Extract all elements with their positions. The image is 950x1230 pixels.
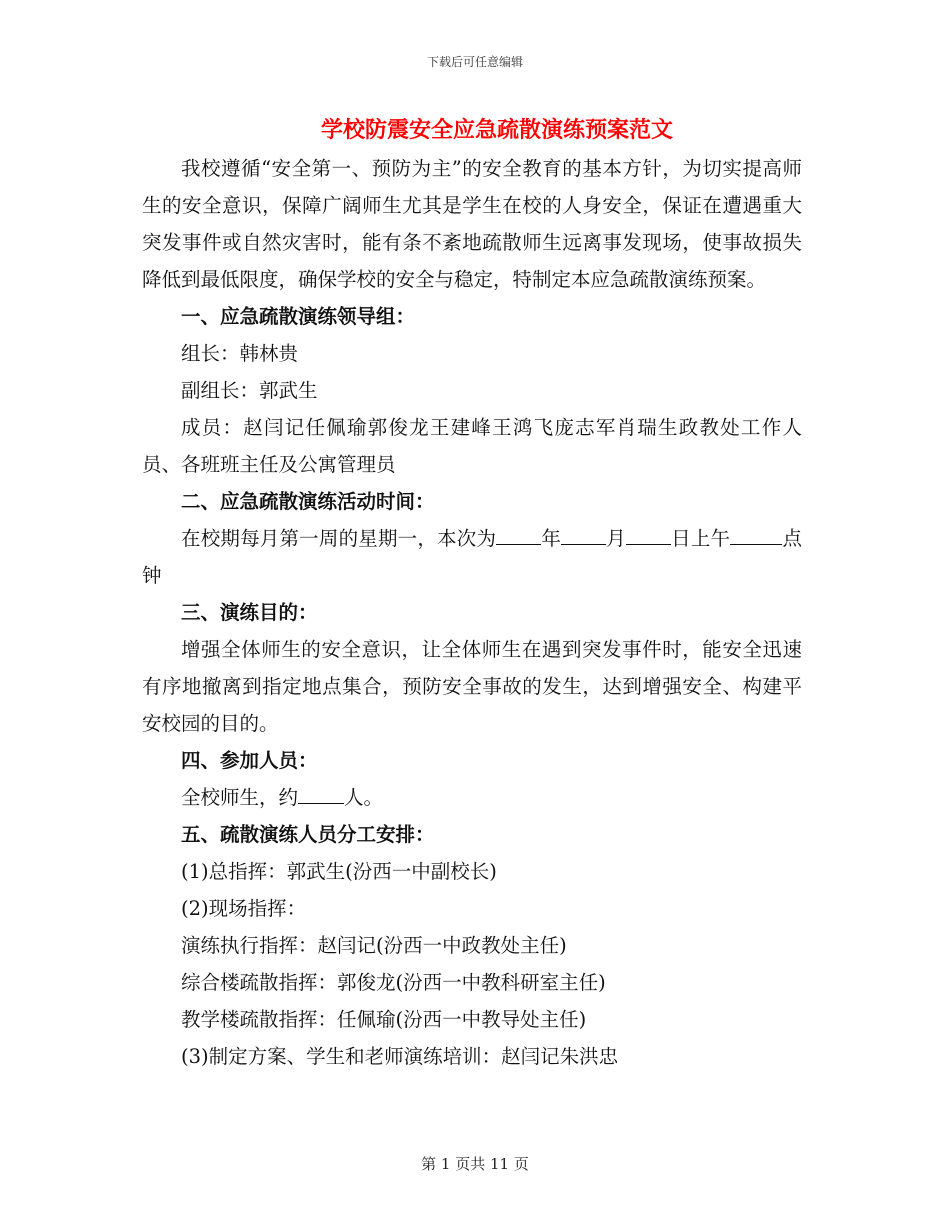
intro-paragraph: 我校遵循“安全第一、预防为主”的安全教育的基本方针，为切实提高师生的安全意识，保障广阔师生尤其是学生在校的人身安全，保证在遭遇重大突发事件或自然灾害时，能有条不紊地疏散师生远离事发现场，使事故损失降低到最低限度，确保学校的安全与稳定，特制定本应急疏散演练预案。 [142, 157, 802, 291]
page-indicator: 第 1 页共 11 页 [421, 1155, 529, 1173]
header-note: 下载后可任意编辑 [426, 55, 523, 69]
section1-heading: 一、应急疏散演练领导组： [181, 305, 416, 328]
time-text-c: 月 [606, 527, 626, 550]
list-item: (1)总指挥：郭武生(汾西一中副校长) [181, 860, 497, 883]
participants-text-b: 人。 [344, 786, 384, 809]
section5-heading: 五、疏散演练人员分工安排： [181, 823, 435, 846]
time-text-b: 年 [541, 527, 562, 550]
list-item: 演练执行指挥：赵闫记(汾西一中政教处主任) [181, 934, 567, 957]
section3-heading: 三、演练目的： [181, 601, 318, 624]
time-text-a: 在校期每月第一周的星期一，本次为 [181, 527, 497, 550]
day-blank [626, 525, 671, 546]
section4-heading: 四、参加人员： [181, 749, 318, 772]
list-item: 教学楼疏散指挥：任佩瑜(汾西一中教导处主任) [181, 1008, 587, 1031]
time-text-d: 日上午 [670, 527, 731, 550]
hour-blank [730, 525, 782, 546]
list-item: (2)现场指挥： [181, 897, 307, 920]
document-title: 学校防震安全应急疏散演练预案范文 [320, 117, 673, 143]
deputy-line: 副组长：郭武生 [181, 379, 318, 402]
time-paragraph [142, 520, 802, 594]
list-item: 综合楼疏散指挥：郭俊龙(汾西一中教科研室主任) [181, 971, 606, 994]
month-blank [561, 525, 606, 546]
members-line: 成员：赵闫记任佩瑜郭俊龙王建峰王鸿飞庞志军肖瑞生政教处工作人员、各班班主任及公寓管理员 [142, 416, 802, 476]
leader-line: 组长：韩林贵 [181, 342, 299, 365]
purpose-paragraph: 增强全体师生的安全意识，让全体师生在遇到突发事件时，能安全迅速有序地撤离到指定地点集合，预防安全事故的发生，达到增强安全、构建平安校园的目的。 [142, 638, 802, 735]
participants-text-a: 全校师生，约 [181, 786, 299, 809]
year-blank [496, 525, 541, 546]
time-text-e: 点钟 [142, 527, 802, 587]
list-item: (3)制定方案、学生和老师演练培训：赵闫记朱洪忠 [181, 1045, 619, 1068]
participants-paragraph [142, 779, 802, 816]
section2-heading: 二、应急疏散演练活动时间： [181, 490, 435, 513]
count-blank [298, 784, 344, 805]
page-content [142, 110, 802, 1075]
